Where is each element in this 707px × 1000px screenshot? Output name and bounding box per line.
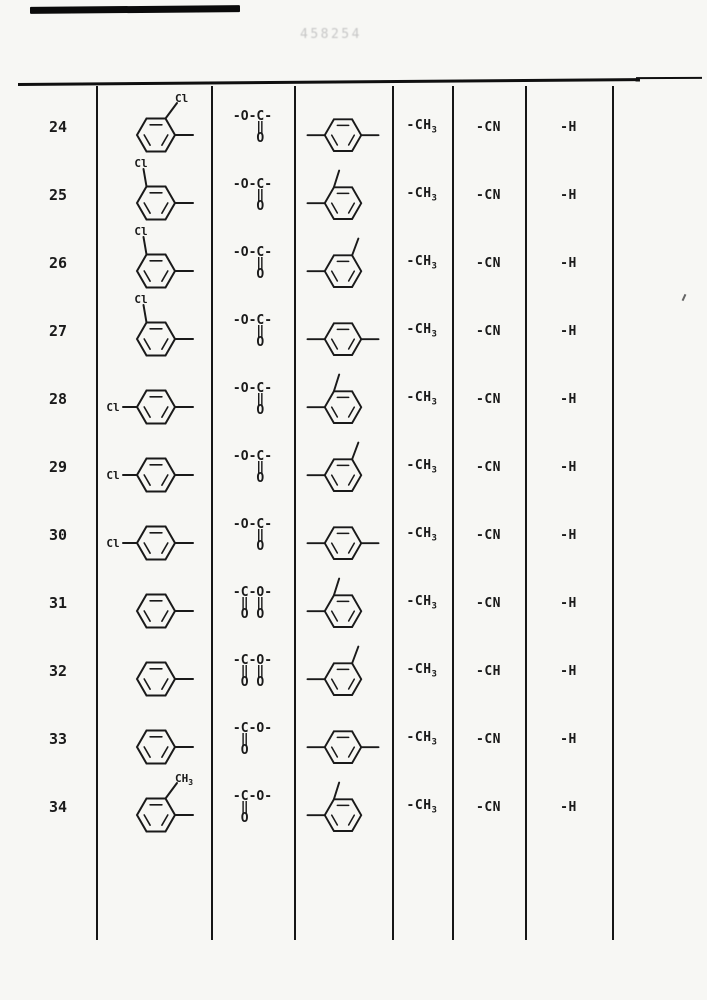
aryl1-cell bbox=[96, 566, 211, 640]
benzene-ring-structure bbox=[295, 364, 391, 435]
compound-number: 26 bbox=[48, 254, 68, 272]
linkage-cell bbox=[211, 634, 294, 708]
cn-text: -CN bbox=[476, 731, 501, 747]
linkage-bot: O bbox=[232, 470, 273, 486]
linkage-top: -C-O- bbox=[232, 720, 273, 736]
linkage-mid: ‖ bbox=[232, 731, 273, 747]
cn-text: -CN bbox=[476, 459, 501, 475]
bond-line bbox=[349, 135, 355, 145]
aryl2-cell bbox=[294, 294, 392, 368]
linkage-mid: ‖ bbox=[232, 119, 273, 135]
linkage-top: -O-C- bbox=[232, 176, 273, 192]
bond-line bbox=[334, 170, 339, 187]
bond-line bbox=[349, 339, 355, 349]
linkage-bot: O bbox=[232, 334, 273, 350]
table-top-border bbox=[18, 78, 640, 86]
benzene-ring-structure bbox=[99, 770, 209, 844]
bond-line bbox=[144, 679, 150, 689]
bond-line bbox=[349, 475, 355, 485]
aryl2-cell bbox=[294, 634, 392, 708]
bond-line bbox=[144, 543, 150, 553]
aryl2-cell bbox=[294, 498, 392, 572]
table-row bbox=[20, 566, 612, 634]
bond-line bbox=[349, 271, 355, 281]
linkage-mid: ‖ ‖ bbox=[232, 663, 273, 679]
bond-line bbox=[144, 611, 150, 621]
table-row bbox=[20, 770, 612, 838]
ch3-text bbox=[407, 526, 438, 544]
ch3-main: -CH bbox=[406, 390, 432, 406]
bond-line bbox=[144, 339, 150, 349]
bond-line bbox=[334, 374, 339, 391]
compound-number: 34 bbox=[48, 798, 68, 816]
linkage-top: -C-O- bbox=[232, 652, 273, 668]
ch3-text bbox=[407, 390, 438, 408]
ch3-subscript: 3 bbox=[431, 805, 438, 816]
linkage-top: -C-O- bbox=[232, 788, 273, 804]
bond-line bbox=[161, 543, 167, 553]
benzene-ring-structure bbox=[99, 634, 209, 708]
h-text: -H bbox=[560, 459, 577, 475]
ch3-main: -CH bbox=[406, 730, 432, 746]
benzene-ring-structure bbox=[99, 566, 209, 640]
ch3-cell bbox=[392, 430, 452, 504]
compound-table bbox=[20, 90, 612, 838]
bond-line bbox=[161, 815, 167, 825]
cn-text: -CN bbox=[476, 255, 501, 271]
linkage-cell bbox=[211, 566, 294, 640]
linkage-cell bbox=[211, 702, 294, 776]
ch3-subscript: 3 bbox=[431, 125, 438, 136]
ch3-cell bbox=[392, 226, 452, 300]
aryl2-cell bbox=[294, 430, 392, 504]
bond-line bbox=[332, 135, 338, 145]
h-text: -H bbox=[560, 187, 577, 203]
h-cell bbox=[525, 634, 612, 708]
linkage-top: -O-C- bbox=[232, 516, 273, 532]
cl-label: Cl bbox=[133, 226, 148, 238]
ch3-cell bbox=[392, 498, 452, 572]
aryl2-cell bbox=[294, 702, 392, 776]
ch3-main: -CH bbox=[406, 118, 432, 134]
linkage-bot: O bbox=[232, 742, 273, 758]
linkage-cell bbox=[211, 158, 294, 232]
ch3-cell bbox=[392, 770, 452, 844]
benzene-ring-structure bbox=[295, 568, 391, 639]
benzene-ring-structure bbox=[99, 702, 209, 776]
benzene-hexagon bbox=[325, 595, 361, 627]
linkage-top: -C-O- bbox=[232, 584, 273, 600]
h-text: -H bbox=[560, 527, 577, 543]
column-divider bbox=[612, 86, 614, 940]
ch3-subscript: 3 bbox=[431, 261, 438, 272]
benzene-ring-structure bbox=[295, 704, 391, 775]
h-cell bbox=[525, 498, 612, 572]
linkage-bot: O O bbox=[232, 674, 273, 690]
cl-label: Cl bbox=[105, 469, 120, 482]
bond-line bbox=[332, 407, 338, 417]
h-text: -H bbox=[560, 799, 577, 815]
benzene-hexagon bbox=[325, 391, 361, 423]
cn-cell bbox=[452, 430, 525, 504]
bond-line bbox=[144, 407, 150, 417]
benzene-hexagon bbox=[137, 799, 175, 832]
linkage-top: -O-C- bbox=[232, 448, 273, 464]
ch3-cell bbox=[392, 362, 452, 436]
compound-number: 32 bbox=[48, 662, 68, 680]
bond-line bbox=[349, 543, 355, 553]
bond-line bbox=[332, 815, 338, 825]
bond-line bbox=[165, 103, 177, 119]
bond-line bbox=[352, 442, 358, 459]
h-text: -H bbox=[560, 731, 577, 747]
benzene-hexagon bbox=[137, 187, 175, 220]
benzene-ring-structure bbox=[99, 158, 209, 232]
bond-line bbox=[144, 747, 150, 757]
linkage-mid: ‖ bbox=[232, 255, 273, 271]
bond-line bbox=[161, 135, 167, 145]
linkage-top: -O-C- bbox=[232, 108, 273, 124]
bond-line bbox=[144, 815, 150, 825]
aryl2-cell bbox=[294, 770, 392, 844]
cn-cell bbox=[452, 702, 525, 776]
benzene-ring-structure bbox=[99, 430, 209, 504]
aryl1-cell bbox=[96, 498, 211, 572]
bond-line bbox=[161, 339, 167, 349]
linkage-bot: O O bbox=[232, 606, 273, 622]
ch3-cell bbox=[392, 702, 452, 776]
bond-line bbox=[161, 203, 167, 213]
linkage-mid: ‖ bbox=[232, 187, 273, 203]
bond-line bbox=[161, 679, 167, 689]
benzene-ring-structure bbox=[295, 296, 391, 367]
bond-line bbox=[332, 611, 338, 621]
benzene-hexagon bbox=[137, 663, 175, 696]
linkage-top: -O-C- bbox=[232, 312, 273, 328]
benzene-hexagon bbox=[325, 187, 361, 219]
h-cell bbox=[525, 362, 612, 436]
aryl1-cell bbox=[96, 362, 211, 436]
benzene-ring-structure bbox=[295, 636, 391, 707]
aryl1-cell bbox=[96, 226, 211, 300]
bond-line bbox=[165, 783, 177, 799]
benzene-hexagon bbox=[137, 323, 175, 356]
linkage-bot: O bbox=[232, 538, 273, 554]
linkage-mid: ‖ bbox=[232, 459, 273, 475]
linkage-mid: ‖ bbox=[232, 799, 273, 815]
ch3-cell bbox=[392, 634, 452, 708]
linkage-bot: O bbox=[232, 266, 273, 282]
cn-text: -CH bbox=[476, 663, 501, 679]
bond-line bbox=[334, 578, 339, 595]
bond-line bbox=[332, 679, 338, 689]
aryl2-cell bbox=[294, 226, 392, 300]
h-cell bbox=[525, 294, 612, 368]
benzene-ring-structure bbox=[295, 92, 391, 163]
bond-line bbox=[334, 782, 339, 799]
ch3-text bbox=[407, 186, 438, 204]
table-row bbox=[20, 158, 612, 226]
linkage-bot: O bbox=[232, 198, 273, 214]
bond-line bbox=[349, 611, 355, 621]
cn-cell bbox=[452, 294, 525, 368]
ch3-cell bbox=[392, 294, 452, 368]
ch3-main: -CH bbox=[406, 254, 432, 270]
ch3-subscript: 3 bbox=[431, 601, 438, 612]
scan-speck bbox=[682, 294, 687, 301]
bond-line bbox=[161, 611, 167, 621]
benzene-hexagon bbox=[325, 799, 361, 831]
h-cell bbox=[525, 90, 612, 164]
ch3-cell bbox=[392, 90, 452, 164]
cn-text: -CN bbox=[476, 799, 501, 815]
ch3-text bbox=[407, 662, 438, 680]
ch3-subscript: 3 bbox=[431, 465, 438, 476]
h-text: -H bbox=[560, 663, 577, 679]
cl-label: Cl bbox=[133, 158, 148, 170]
ch3-main: -CH bbox=[406, 322, 432, 338]
h-cell bbox=[525, 566, 612, 640]
bond-line bbox=[332, 203, 338, 213]
bond-line bbox=[352, 238, 358, 255]
bond-line bbox=[143, 237, 146, 255]
bond-line bbox=[349, 407, 355, 417]
benzene-hexagon bbox=[325, 255, 361, 287]
ch3-main: -CH bbox=[406, 798, 432, 814]
ch3-subscript: 3 bbox=[431, 193, 438, 204]
h-cell bbox=[525, 226, 612, 300]
bond-line bbox=[161, 407, 167, 417]
bond-line bbox=[161, 747, 167, 757]
compound-number: 29 bbox=[48, 458, 68, 476]
benzene-ring-structure bbox=[295, 228, 391, 299]
aryl1-cell bbox=[96, 634, 211, 708]
cn-cell bbox=[452, 770, 525, 844]
benzene-hexagon bbox=[137, 595, 175, 628]
cl-label: Cl bbox=[133, 294, 148, 306]
table-row bbox=[20, 362, 612, 430]
bond-line bbox=[161, 475, 167, 485]
h-cell bbox=[525, 430, 612, 504]
ch3-subscript: 3 bbox=[431, 329, 438, 340]
cn-text: -CN bbox=[476, 119, 501, 135]
benzene-hexagon bbox=[325, 663, 361, 695]
table-row bbox=[20, 90, 612, 158]
ch3-subscript: 3 bbox=[431, 737, 438, 748]
bond-line bbox=[332, 339, 338, 349]
benzene-ring-structure bbox=[99, 294, 209, 368]
bond-line bbox=[349, 747, 355, 757]
benzene-hexagon bbox=[137, 731, 175, 764]
linkage-bot: O bbox=[232, 402, 273, 418]
table-row bbox=[20, 226, 612, 294]
ch3-subscript: 3 bbox=[431, 669, 438, 680]
aryl1-cell bbox=[96, 430, 211, 504]
table-row bbox=[20, 294, 612, 362]
linkage-top: -O-C- bbox=[232, 380, 273, 396]
ch3-text bbox=[407, 254, 438, 272]
bond-line bbox=[332, 271, 338, 281]
benzene-hexagon bbox=[137, 391, 175, 424]
aryl1-cell bbox=[96, 770, 211, 844]
linkage-mid: ‖ bbox=[232, 323, 273, 339]
linkage-bot: O bbox=[232, 130, 273, 146]
benzene-hexagon bbox=[137, 255, 175, 288]
compound-number: 27 bbox=[48, 322, 68, 340]
benzene-ring-structure bbox=[295, 432, 391, 503]
cn-cell bbox=[452, 226, 525, 300]
aryl2-cell bbox=[294, 158, 392, 232]
linkage-mid: ‖ ‖ bbox=[232, 595, 273, 611]
h-text: -H bbox=[560, 323, 577, 339]
ch3-main: -CH bbox=[406, 458, 432, 474]
cn-text: -CN bbox=[476, 323, 501, 339]
benzene-ring-structure bbox=[295, 772, 391, 843]
table-top-border-extension bbox=[636, 77, 702, 79]
benzene-hexagon bbox=[137, 119, 175, 152]
linkage-cell bbox=[211, 498, 294, 572]
cl-label: Cl bbox=[105, 537, 120, 550]
h-text: -H bbox=[560, 119, 577, 135]
benzene-ring-structure bbox=[99, 226, 209, 300]
compound-number: 24 bbox=[48, 118, 68, 136]
ch3-text bbox=[407, 458, 438, 476]
cn-cell bbox=[452, 634, 525, 708]
bond-line bbox=[332, 543, 338, 553]
bond-line bbox=[143, 305, 146, 323]
cn-text: -CN bbox=[476, 527, 501, 543]
ch3-cell bbox=[392, 566, 452, 640]
cn-cell bbox=[452, 362, 525, 436]
h-cell bbox=[525, 702, 612, 776]
table-row bbox=[20, 430, 612, 498]
h-text: -H bbox=[560, 391, 577, 407]
bond-line bbox=[144, 135, 150, 145]
linkage-mid: ‖ bbox=[232, 527, 273, 543]
benzene-hexagon bbox=[325, 323, 361, 355]
bond-line bbox=[143, 169, 146, 187]
aryl1-cell bbox=[96, 90, 211, 164]
compound-number: 33 bbox=[48, 730, 68, 748]
cn-cell bbox=[452, 498, 525, 572]
cn-cell bbox=[452, 158, 525, 232]
compound-number: 28 bbox=[48, 390, 68, 408]
cl-label: Cl bbox=[174, 92, 188, 105]
cn-cell bbox=[452, 90, 525, 164]
ch3-main: -CH bbox=[406, 186, 432, 202]
linkage-cell bbox=[211, 226, 294, 300]
compound-number: 30 bbox=[48, 526, 68, 544]
benzene-ring-structure bbox=[295, 160, 391, 231]
benzene-hexagon bbox=[137, 459, 175, 492]
cl-label: Cl bbox=[105, 401, 120, 414]
ch3-cell bbox=[392, 158, 452, 232]
benzene-hexagon bbox=[325, 119, 361, 151]
ch3-text bbox=[407, 730, 438, 748]
aryl2-cell bbox=[294, 90, 392, 164]
linkage-cell bbox=[211, 770, 294, 844]
benzene-hexagon bbox=[325, 731, 361, 763]
bond-line bbox=[352, 646, 358, 663]
linkage-top: -O-C- bbox=[232, 244, 273, 260]
h-text: -H bbox=[560, 595, 577, 611]
bond-line bbox=[332, 747, 338, 757]
linkage-cell bbox=[211, 294, 294, 368]
ch3-main: -CH bbox=[406, 594, 432, 610]
linkage-mid: ‖ bbox=[232, 391, 273, 407]
linkage-cell bbox=[211, 90, 294, 164]
compound-number: 31 bbox=[48, 594, 68, 612]
bond-line bbox=[144, 475, 150, 485]
ch3-text bbox=[407, 594, 438, 612]
cn-cell bbox=[452, 566, 525, 640]
bond-line bbox=[349, 679, 355, 689]
bond-line bbox=[349, 815, 355, 825]
h-cell bbox=[525, 158, 612, 232]
aryl1-cell bbox=[96, 294, 211, 368]
bond-line bbox=[144, 203, 150, 213]
h-cell bbox=[525, 770, 612, 844]
benzene-ring-structure bbox=[99, 498, 209, 572]
benzene-hexagon bbox=[137, 527, 175, 560]
table-row bbox=[20, 702, 612, 770]
compound-number: 25 bbox=[48, 186, 68, 204]
benzene-ring-structure bbox=[99, 362, 209, 436]
benzene-hexagon bbox=[325, 527, 361, 559]
ch3-subscript: 3 bbox=[431, 533, 438, 544]
bond-line bbox=[349, 203, 355, 213]
h-text: -H bbox=[560, 255, 577, 271]
ch3-text bbox=[407, 322, 438, 340]
ch3-text bbox=[407, 798, 438, 816]
cn-text: -CN bbox=[476, 187, 501, 203]
linkage-cell bbox=[211, 430, 294, 504]
ch3-main: -CH bbox=[406, 662, 432, 678]
ch3-text bbox=[407, 118, 438, 136]
cn-text: -CN bbox=[476, 595, 501, 611]
linkage-bot: O bbox=[232, 810, 273, 826]
aryl2-cell bbox=[294, 362, 392, 436]
cn-text: -CN bbox=[476, 391, 501, 407]
page-number: 458254 bbox=[300, 27, 362, 42]
linkage-cell bbox=[211, 362, 294, 436]
bond-line bbox=[332, 475, 338, 485]
benzene-ring-structure bbox=[295, 500, 391, 571]
aryl2-cell bbox=[294, 566, 392, 640]
table-row bbox=[20, 498, 612, 566]
ch3-main: -CH bbox=[406, 526, 432, 542]
bond-line bbox=[144, 271, 150, 281]
aryl1-cell bbox=[96, 702, 211, 776]
table-row bbox=[20, 634, 612, 702]
bond-line bbox=[161, 271, 167, 281]
aryl1-cell bbox=[96, 158, 211, 232]
scan-artifact-bar bbox=[30, 5, 240, 14]
ch3-label: $CH_3$ bbox=[174, 772, 193, 787]
ch3-subscript: 3 bbox=[431, 397, 438, 408]
benzene-ring-structure bbox=[99, 90, 209, 164]
benzene-hexagon bbox=[325, 459, 361, 491]
